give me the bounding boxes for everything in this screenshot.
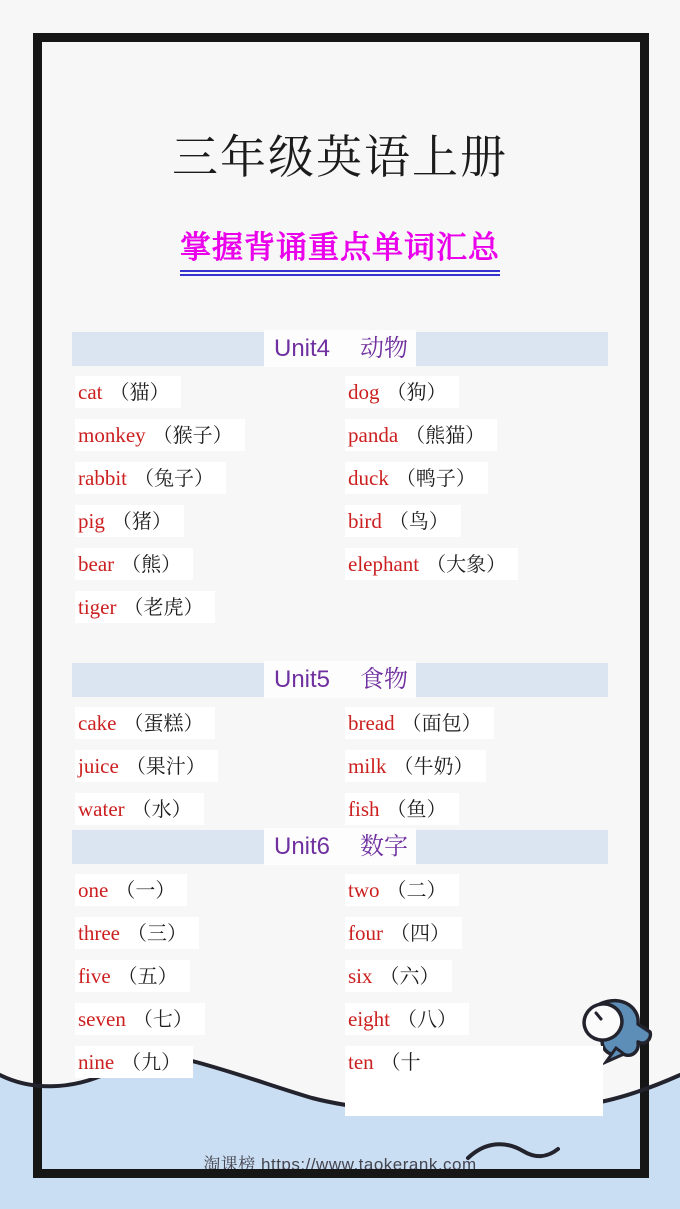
- word-english: juice: [78, 754, 119, 778]
- unit6-topic: 数字: [360, 833, 409, 860]
- word-chinese: （十: [380, 1052, 421, 1074]
- unit4-word-grid: [72, 376, 608, 623]
- word-chinese: （熊）: [121, 554, 182, 576]
- word-item: [75, 505, 184, 537]
- word-chinese: （鸟）: [388, 511, 449, 533]
- unit4-header-highlight: [264, 330, 416, 367]
- footer-watermark: 淘课榜 https://www.taokerank.com: [203, 1155, 477, 1174]
- word-item: [345, 1046, 603, 1078]
- word-item: [75, 917, 199, 949]
- word-english: eight: [348, 1007, 390, 1031]
- word-item: [345, 376, 459, 408]
- unit5-topic: 食物: [360, 666, 409, 693]
- word-english: four: [348, 921, 383, 945]
- word-chinese: （熊猫）: [405, 425, 486, 447]
- word-english: nine: [78, 1050, 115, 1074]
- word-chinese: （老虎）: [123, 597, 204, 619]
- word-item: [345, 505, 461, 537]
- word-english: bear: [78, 552, 115, 576]
- unit5-header: [72, 663, 608, 697]
- word-english: cake: [78, 711, 117, 735]
- word-item: [345, 1003, 469, 1035]
- word-item: [345, 917, 462, 949]
- word-english: five: [78, 964, 111, 988]
- word-english: duck: [348, 466, 389, 490]
- word-chinese: （九）: [121, 1052, 182, 1074]
- word-chinese: （鸭子）: [395, 468, 476, 490]
- word-chinese: （四）: [390, 923, 450, 945]
- word-english: six: [348, 964, 373, 988]
- word-chinese: （二）: [386, 880, 447, 902]
- word-chinese: （牛奶）: [393, 756, 474, 778]
- word-english: pig: [78, 509, 105, 533]
- word-chinese: （狗）: [386, 382, 447, 404]
- word-item: [75, 1003, 205, 1035]
- word-english: milk: [348, 754, 387, 778]
- unit4-label: Unit4: [273, 335, 331, 362]
- unit5-word-grid: [72, 707, 608, 825]
- word-english: rabbit: [78, 466, 127, 490]
- unit4-header: [72, 332, 608, 366]
- word-item: [75, 707, 215, 739]
- word-chinese: （一）: [115, 880, 176, 902]
- word-english: bread: [348, 711, 395, 735]
- unit6-header-highlight: [264, 828, 416, 865]
- word-item: [345, 462, 488, 494]
- word-english: cat: [78, 380, 103, 404]
- word-item: [75, 419, 245, 451]
- word-item: [75, 591, 215, 623]
- unit4-topic: 动物: [360, 335, 409, 362]
- word-chinese: （大象）: [426, 554, 507, 576]
- unit6-word-grid: [72, 874, 608, 1078]
- word-item: [75, 960, 190, 992]
- word-chinese: （七）: [132, 1009, 193, 1031]
- word-english: dog: [348, 380, 380, 404]
- word-item: [345, 960, 452, 992]
- word-item: [345, 707, 494, 739]
- word-item: [75, 548, 193, 580]
- unit5-label: Unit5: [273, 666, 331, 693]
- unit5-header-highlight: [264, 661, 416, 698]
- page-title: 三年级英语上册: [172, 131, 508, 183]
- subtitle-wrap: [0, 222, 680, 276]
- word-english: ten: [348, 1050, 374, 1074]
- word-item: [75, 376, 181, 408]
- word-english: two: [348, 878, 380, 902]
- word-item: [345, 419, 497, 451]
- word-chinese: （蛋糕）: [123, 713, 204, 735]
- word-english: water: [78, 797, 125, 821]
- word-chinese: （五）: [117, 966, 178, 988]
- word-chinese: （兔子）: [133, 468, 214, 490]
- word-item: [75, 462, 226, 494]
- word-chinese: （猫）: [109, 382, 170, 404]
- unit-section-4: [72, 332, 608, 623]
- word-english: three: [78, 921, 120, 945]
- unit6-label: Unit6: [273, 833, 331, 860]
- word-english: elephant: [348, 552, 420, 576]
- unit-section-6: [72, 830, 608, 1078]
- word-item: [75, 793, 204, 825]
- word-item: [345, 793, 459, 825]
- word-chinese: （三）: [126, 923, 187, 945]
- word-item: [345, 750, 486, 782]
- word-english: bird: [348, 509, 382, 533]
- word-item: [75, 874, 187, 906]
- word-chinese: （面包）: [401, 713, 482, 735]
- word-english: one: [78, 878, 109, 902]
- word-chinese: （猴子）: [152, 425, 233, 447]
- word-english: panda: [348, 423, 399, 447]
- word-item: [345, 874, 459, 906]
- word-chinese: （果汁）: [125, 756, 206, 778]
- word-english: seven: [78, 1007, 126, 1031]
- word-english: monkey: [78, 423, 146, 447]
- word-chinese: （六）: [379, 966, 440, 988]
- page-subtitle: 掌握背诵重点单词汇总: [180, 222, 500, 276]
- word-item: [75, 1046, 193, 1078]
- word-chinese: （八）: [397, 1009, 457, 1031]
- unit6-header: [72, 830, 608, 864]
- word-item: [75, 750, 218, 782]
- unit-section-5: [72, 663, 608, 825]
- word-english: fish: [348, 797, 380, 821]
- word-english: tiger: [78, 595, 117, 619]
- word-chinese: （水）: [131, 799, 192, 821]
- word-chinese: （猪）: [111, 511, 172, 533]
- word-item: [345, 548, 518, 580]
- word-chinese: （鱼）: [386, 799, 447, 821]
